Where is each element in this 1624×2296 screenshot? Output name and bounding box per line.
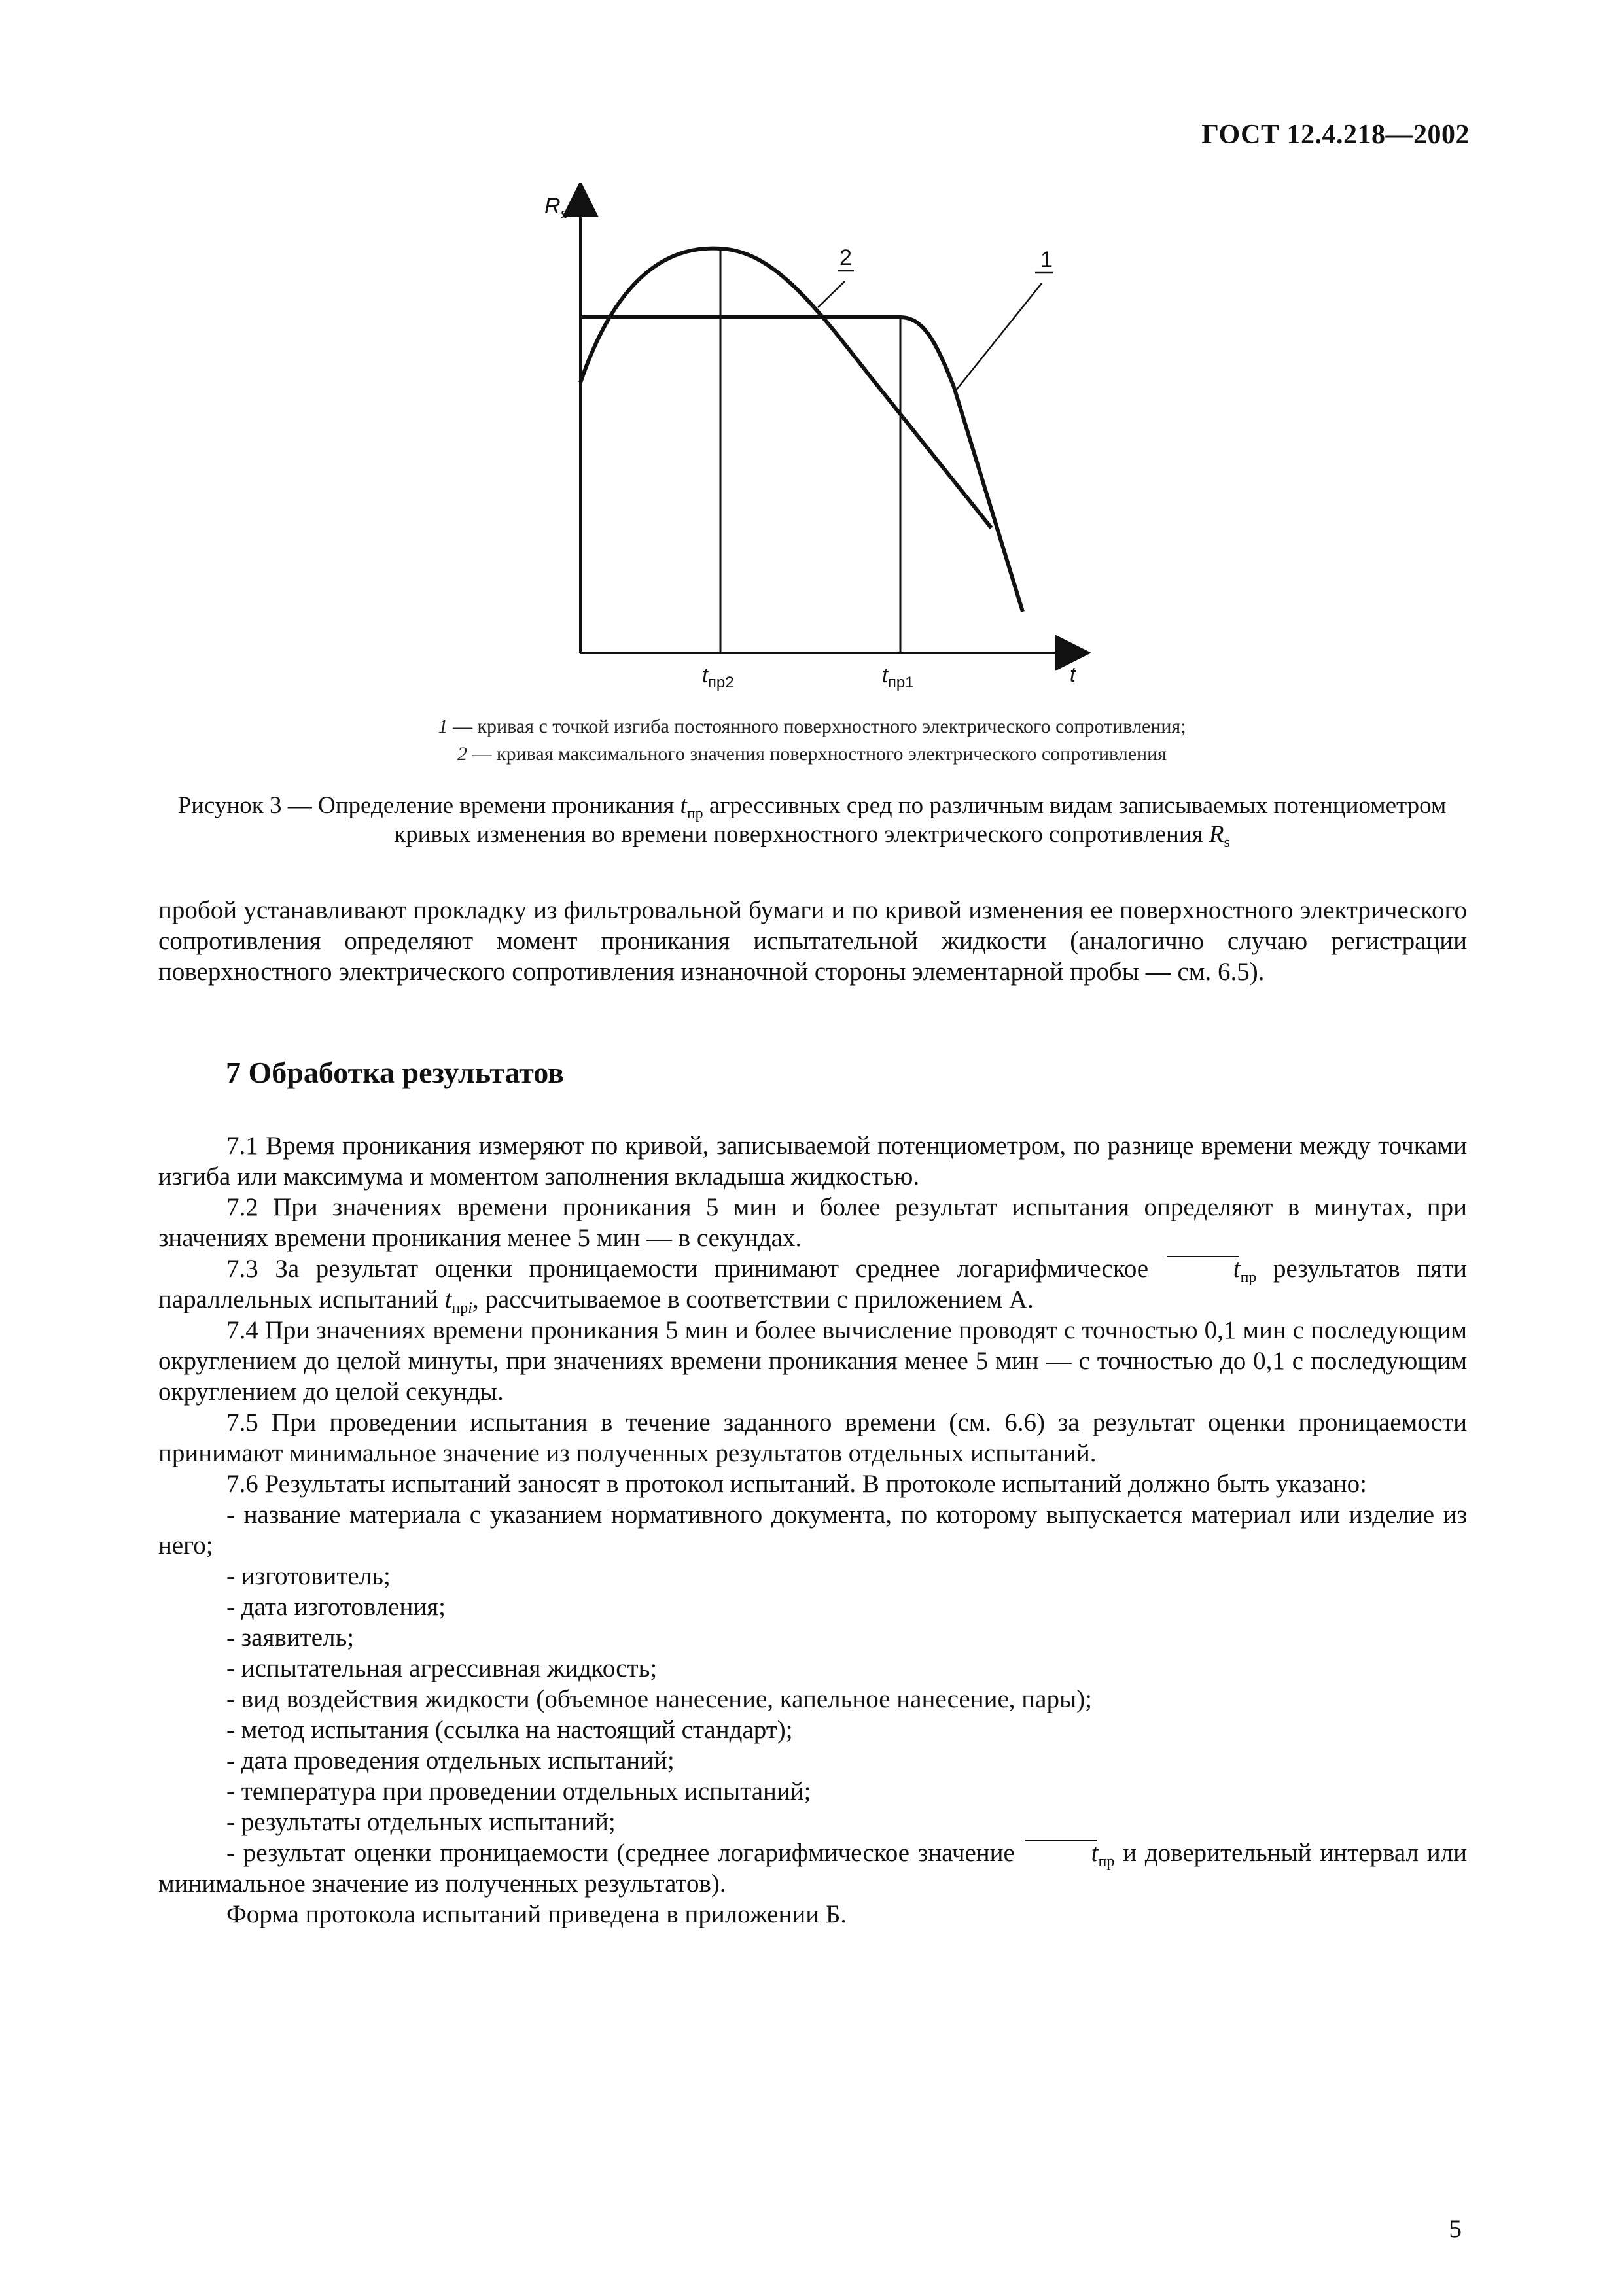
figure-legend: [196, 713, 1428, 768]
paragraph-7-3: 7.3 За результат оценки проницаемости принимают среднее логарифмическое $t_{пр}$ результатов пяти параллельных испытаний $t_{прi}$, рассчитываемое в соответствии с приложением А.: [158, 1255, 1468, 1317]
paragraph-7-6: 7.6 Результаты испытаний заносят в протокол испытаний. В протоколе испытаний должно быть указано:: [226, 1470, 1368, 1498]
section-heading: 7 Обработка результатов: [226, 1056, 564, 1089]
curve-1: [580, 317, 1023, 612]
figure-caption: Рисунок 3 — Определение времени проникания $t_{пр}$ агрессивных сред по различным видам записываемых потенциометром кривых изменения во времени поверхностного электрического сопротивления $R_s$: [177, 792, 1447, 851]
x-axis-label: t: [1070, 663, 1076, 686]
legend-item-2: 2 — кривая максимального значения поверхностного электрического сопротивления: [457, 743, 1167, 765]
svg-text:tпр1: [882, 663, 914, 691]
list-item: - температура при проведении отдельных испытаний;: [226, 1777, 811, 1805]
curve-1-leader: [955, 283, 1042, 391]
list-item: - результаты отдельных испытаний;: [226, 1808, 616, 1836]
tick-t-pr1-sub: пр1: [887, 674, 914, 691]
paragraph-7-4: 7.4 При значениях времени проникания 5 мин и более вычисление проводят с точностью 0,1 мин с последующим округлением до целой минуты, при значениях времени проникания менее 5 мин — с точностью до 0,1 с последующим округлением до целой секунды.: [158, 1316, 1467, 1406]
list-item: - вид воздействия жидкости (объемное нанесение, капельное нанесение, пары);: [226, 1685, 1092, 1713]
paragraph-7-1: 7.1 Время проникания измеряют по кривой, записываемой потенциометром, по разнице времени между точками изгиба или максимума и моментом заполнения вкладыша жидкостью.: [158, 1132, 1467, 1191]
svg-text:tпр2: [702, 663, 734, 691]
list-item: - заявитель;: [226, 1624, 355, 1652]
legend-item-1: 1 — кривая с точкой изгиба постоянного поверхностного электрического сопротивления;: [438, 716, 1186, 737]
tick-t-pr2: t: [702, 663, 708, 687]
list-item: - испытательная агрессивная жидкость;: [226, 1654, 658, 1682]
continued-paragraph: пробой устанавливают прокладку из фильтровальной бумаги и по кривой изменения ее поверхностного электрического сопротивления определяют момент проникания испытательной жидкости (аналогично случаю регистрации поверхностного электрического сопротивления изнаночной стороны элементарной пробы — см. 6.5).: [158, 896, 1467, 986]
tick-t-pr2-sub: пр2: [707, 674, 734, 691]
curve-2-label: 2: [839, 245, 852, 270]
paragraph-7-5: 7.5 При проведении испытания в течение заданного времени (см. 6.6) за результат оценки проницаемости принимают минимальное значение из полученных результатов отдельных испытаний.: [158, 1408, 1467, 1467]
list-item: - название материала с указанием нормативного документа, по которому выпускается материал или изделие из него;: [158, 1501, 1467, 1559]
paragraph-7-2: 7.2 При значениях времени проникания 5 мин и более результат испытания определяют в минутах, при значениях времени проникания менее 5 мин — в секундах.: [158, 1193, 1467, 1252]
tick-t-pr1: t: [882, 663, 888, 687]
list-item: - изготовитель;: [226, 1562, 391, 1590]
resistance-time-diagram: [510, 183, 1099, 706]
y-axis-label: R: [544, 194, 561, 218]
svg-text:Rs: [544, 194, 568, 222]
list-item-last: - результат оценки проницаемости (среднее логарифмическое значение $t_{пр}$ и доверительный интервал или минимальное значение из полученных результатов).: [158, 1839, 1467, 1898]
list-item: - метод испытания (ссылка на настоящий стандарт);: [226, 1716, 793, 1744]
page-number: 5: [1449, 2215, 1462, 2243]
list-item: - дата изготовления;: [226, 1593, 446, 1621]
closing-paragraph: Форма протокола испытаний приведена в приложении Б.: [226, 1900, 847, 1928]
list-item: - дата проведения отдельных испытаний;: [226, 1747, 675, 1775]
document-code-header: ГОСТ 12.4.218—2002: [1201, 120, 1470, 150]
figure-3-diagram: [510, 183, 1099, 706]
curve-2-leader: [818, 281, 845, 307]
section-7-body: [158, 1130, 1467, 1930]
y-axis-sub: s: [560, 205, 568, 222]
curve-1-label: 1: [1040, 247, 1053, 272]
curve-2: [580, 249, 991, 528]
